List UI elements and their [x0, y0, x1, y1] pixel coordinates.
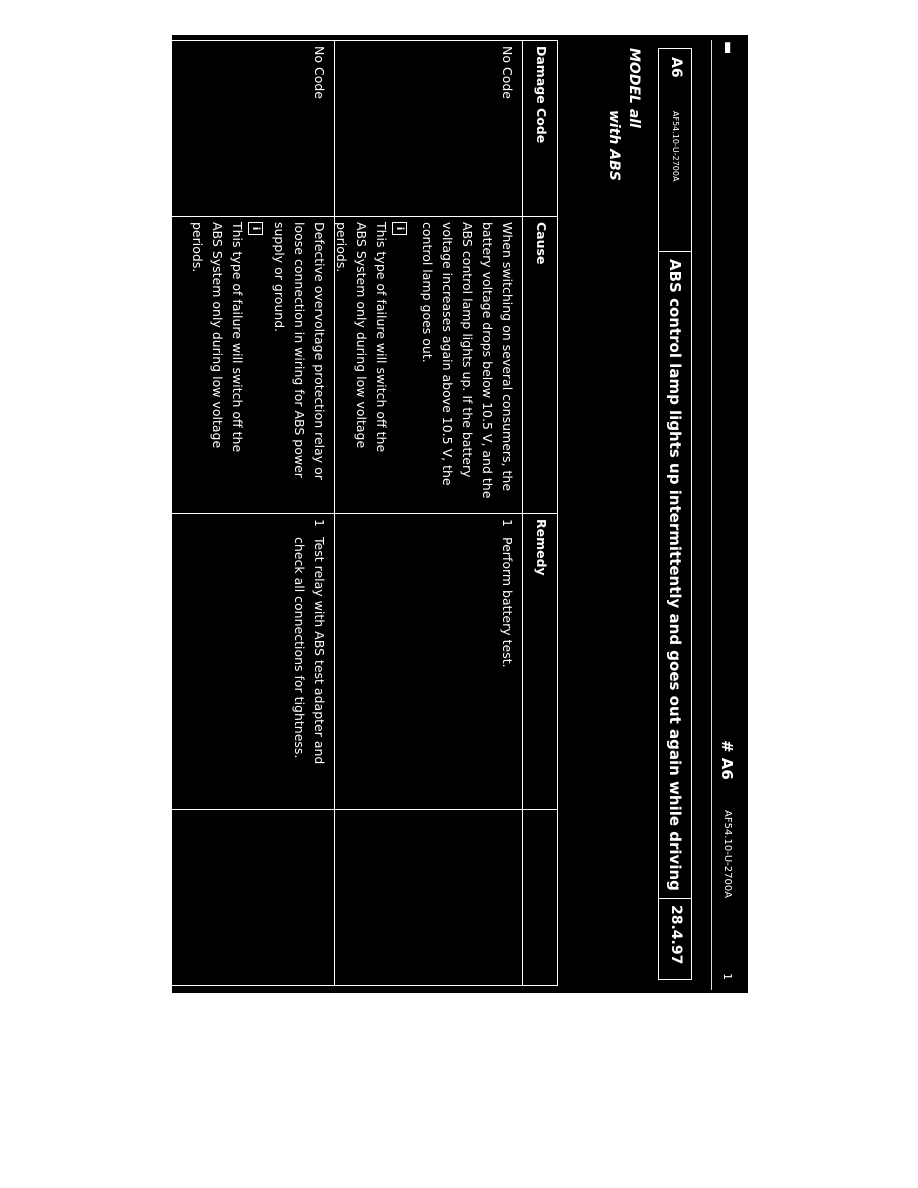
damage-code: No Code	[500, 46, 515, 99]
title-box	[658, 48, 692, 980]
model-line1: MODEL all	[626, 48, 642, 128]
row-divider	[334, 41, 335, 985]
page-title: ABS control lamp lights up intermittently and goes out again while driving	[666, 259, 684, 891]
column-divider	[172, 513, 557, 514]
scanned-page	[172, 35, 748, 993]
info-icon: i	[391, 222, 411, 235]
row-divider	[522, 41, 523, 985]
cause-text: When switching on several consumers, the battery voltage drops below 10.5 V, and the ABS control lamp lights up. If the battery voltage increases again above 10.5 V, the control lamp goes out.	[420, 222, 515, 499]
page-number: 1	[721, 973, 734, 980]
model-line2: with ABS	[606, 110, 622, 181]
remedy-text: Test relay with ABS test adapter and check all connections for tightness.	[292, 537, 327, 765]
remedy-text: Perform battery test.	[500, 537, 515, 668]
title-code: A6	[668, 57, 684, 78]
divider	[659, 898, 691, 899]
header-rule	[711, 40, 712, 990]
remedy-number: 1	[500, 519, 515, 527]
header-damage-code: Damage Code	[534, 46, 549, 144]
note-text: This type of failure will switch off the ABS System only during low voltage periods.	[334, 222, 389, 453]
header-doc-id: AF54.10-U-2700A	[722, 810, 733, 899]
date: 28.4.97	[668, 905, 684, 965]
car-logo-icon: ▬	[720, 41, 736, 55]
title-doc-id: AF54.10-U-2700A	[671, 111, 680, 182]
damage-code: No Code	[312, 46, 327, 99]
hash-code: # A6	[718, 740, 736, 780]
note-text: This type of failure will switch off the ABS System only during low voltage periods.	[190, 222, 245, 453]
column-divider	[172, 216, 557, 217]
cause-text: Defective overvoltage protection relay or loose connection in wiring for ABS power supply or ground.	[272, 222, 327, 480]
header-remedy: Remedy	[534, 519, 549, 576]
header-cause: Cause	[534, 222, 549, 265]
column-divider	[172, 809, 557, 810]
info-icon: i	[247, 222, 267, 235]
divider	[659, 251, 691, 252]
rotated-document	[172, 35, 748, 993]
diagnosis-table	[172, 40, 558, 986]
remedy-number: 1	[312, 519, 327, 527]
